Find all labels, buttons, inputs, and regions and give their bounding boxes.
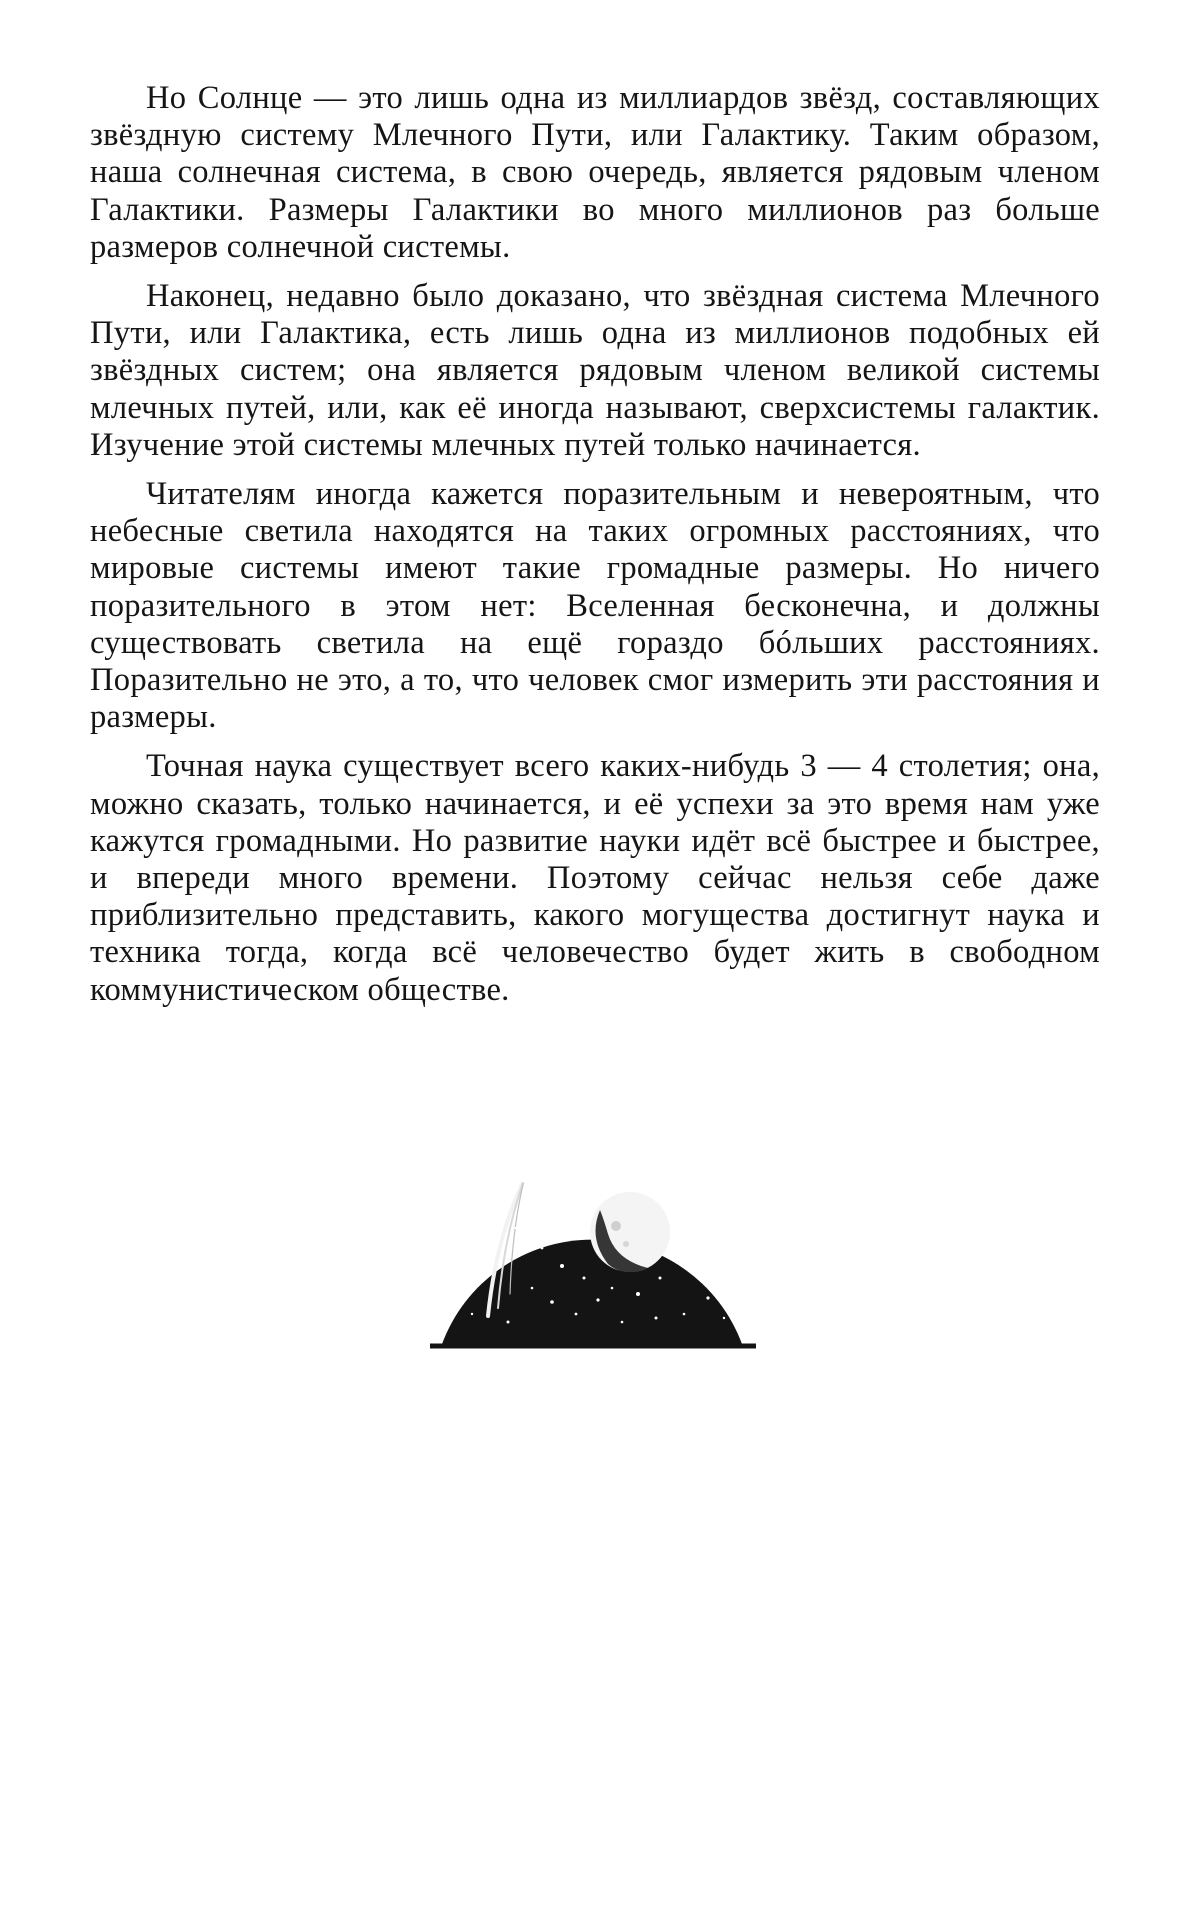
night-sky-dome-with-moon-and-comet-icon — [412, 1118, 774, 1364]
book-page-text — [90, 80, 1100, 1021]
paragraph-future-of-science: Точная наука существует всего каких-нибудь 3 — 4 столетия; она, можно сказать, только начинается, и её успехи за это время нам уже кажутся громадными. Но развитие науки идёт всё быстрее и быстрее, и впереди много времени. Поэтому сейчас нельзя себе даже приблизительно представить, какого могущества достигнут наука и техника тогда, когда всё человечество будет жить в свободном коммунистическом обществе. — [90, 748, 1100, 1008]
paragraph-infinite-universe: Читателям иногда кажется поразительным и невероятным, что небесные светила находятся на таких огромных расстояниях, что мировые системы имеют такие громадные размеры. Но ничего поразительного в этом нет: Вселенная бесконечна, и должны существовать светила на ещё гораздо бóльших расстояниях. Поразительно не это, а то, что человек смог измерить эти расстояния и размеры. — [90, 476, 1100, 736]
paragraph-system-of-galaxies: Наконец, недавно было доказано, что звёздная система Млечного Пути, или Галактика, есть лишь одна из миллионов подобных ей звёздных систем; она является рядовым членом великой системы млечных путей, или, как её иногда называют, сверхсистемы галактик. Изучение этой системы млечных путей только начинается. — [90, 278, 1100, 463]
paragraph-sun-in-galaxy: Но Солнце — это лишь одна из миллиардов звёзд, составляющих звёздную систему Млечного Пути, или Галактику. Таким образом, наша солнечная система, в свою очередь, является рядовым членом Галактики. Размеры Галактики во много миллионов раз больше размеров солнечной системы. — [90, 80, 1100, 265]
